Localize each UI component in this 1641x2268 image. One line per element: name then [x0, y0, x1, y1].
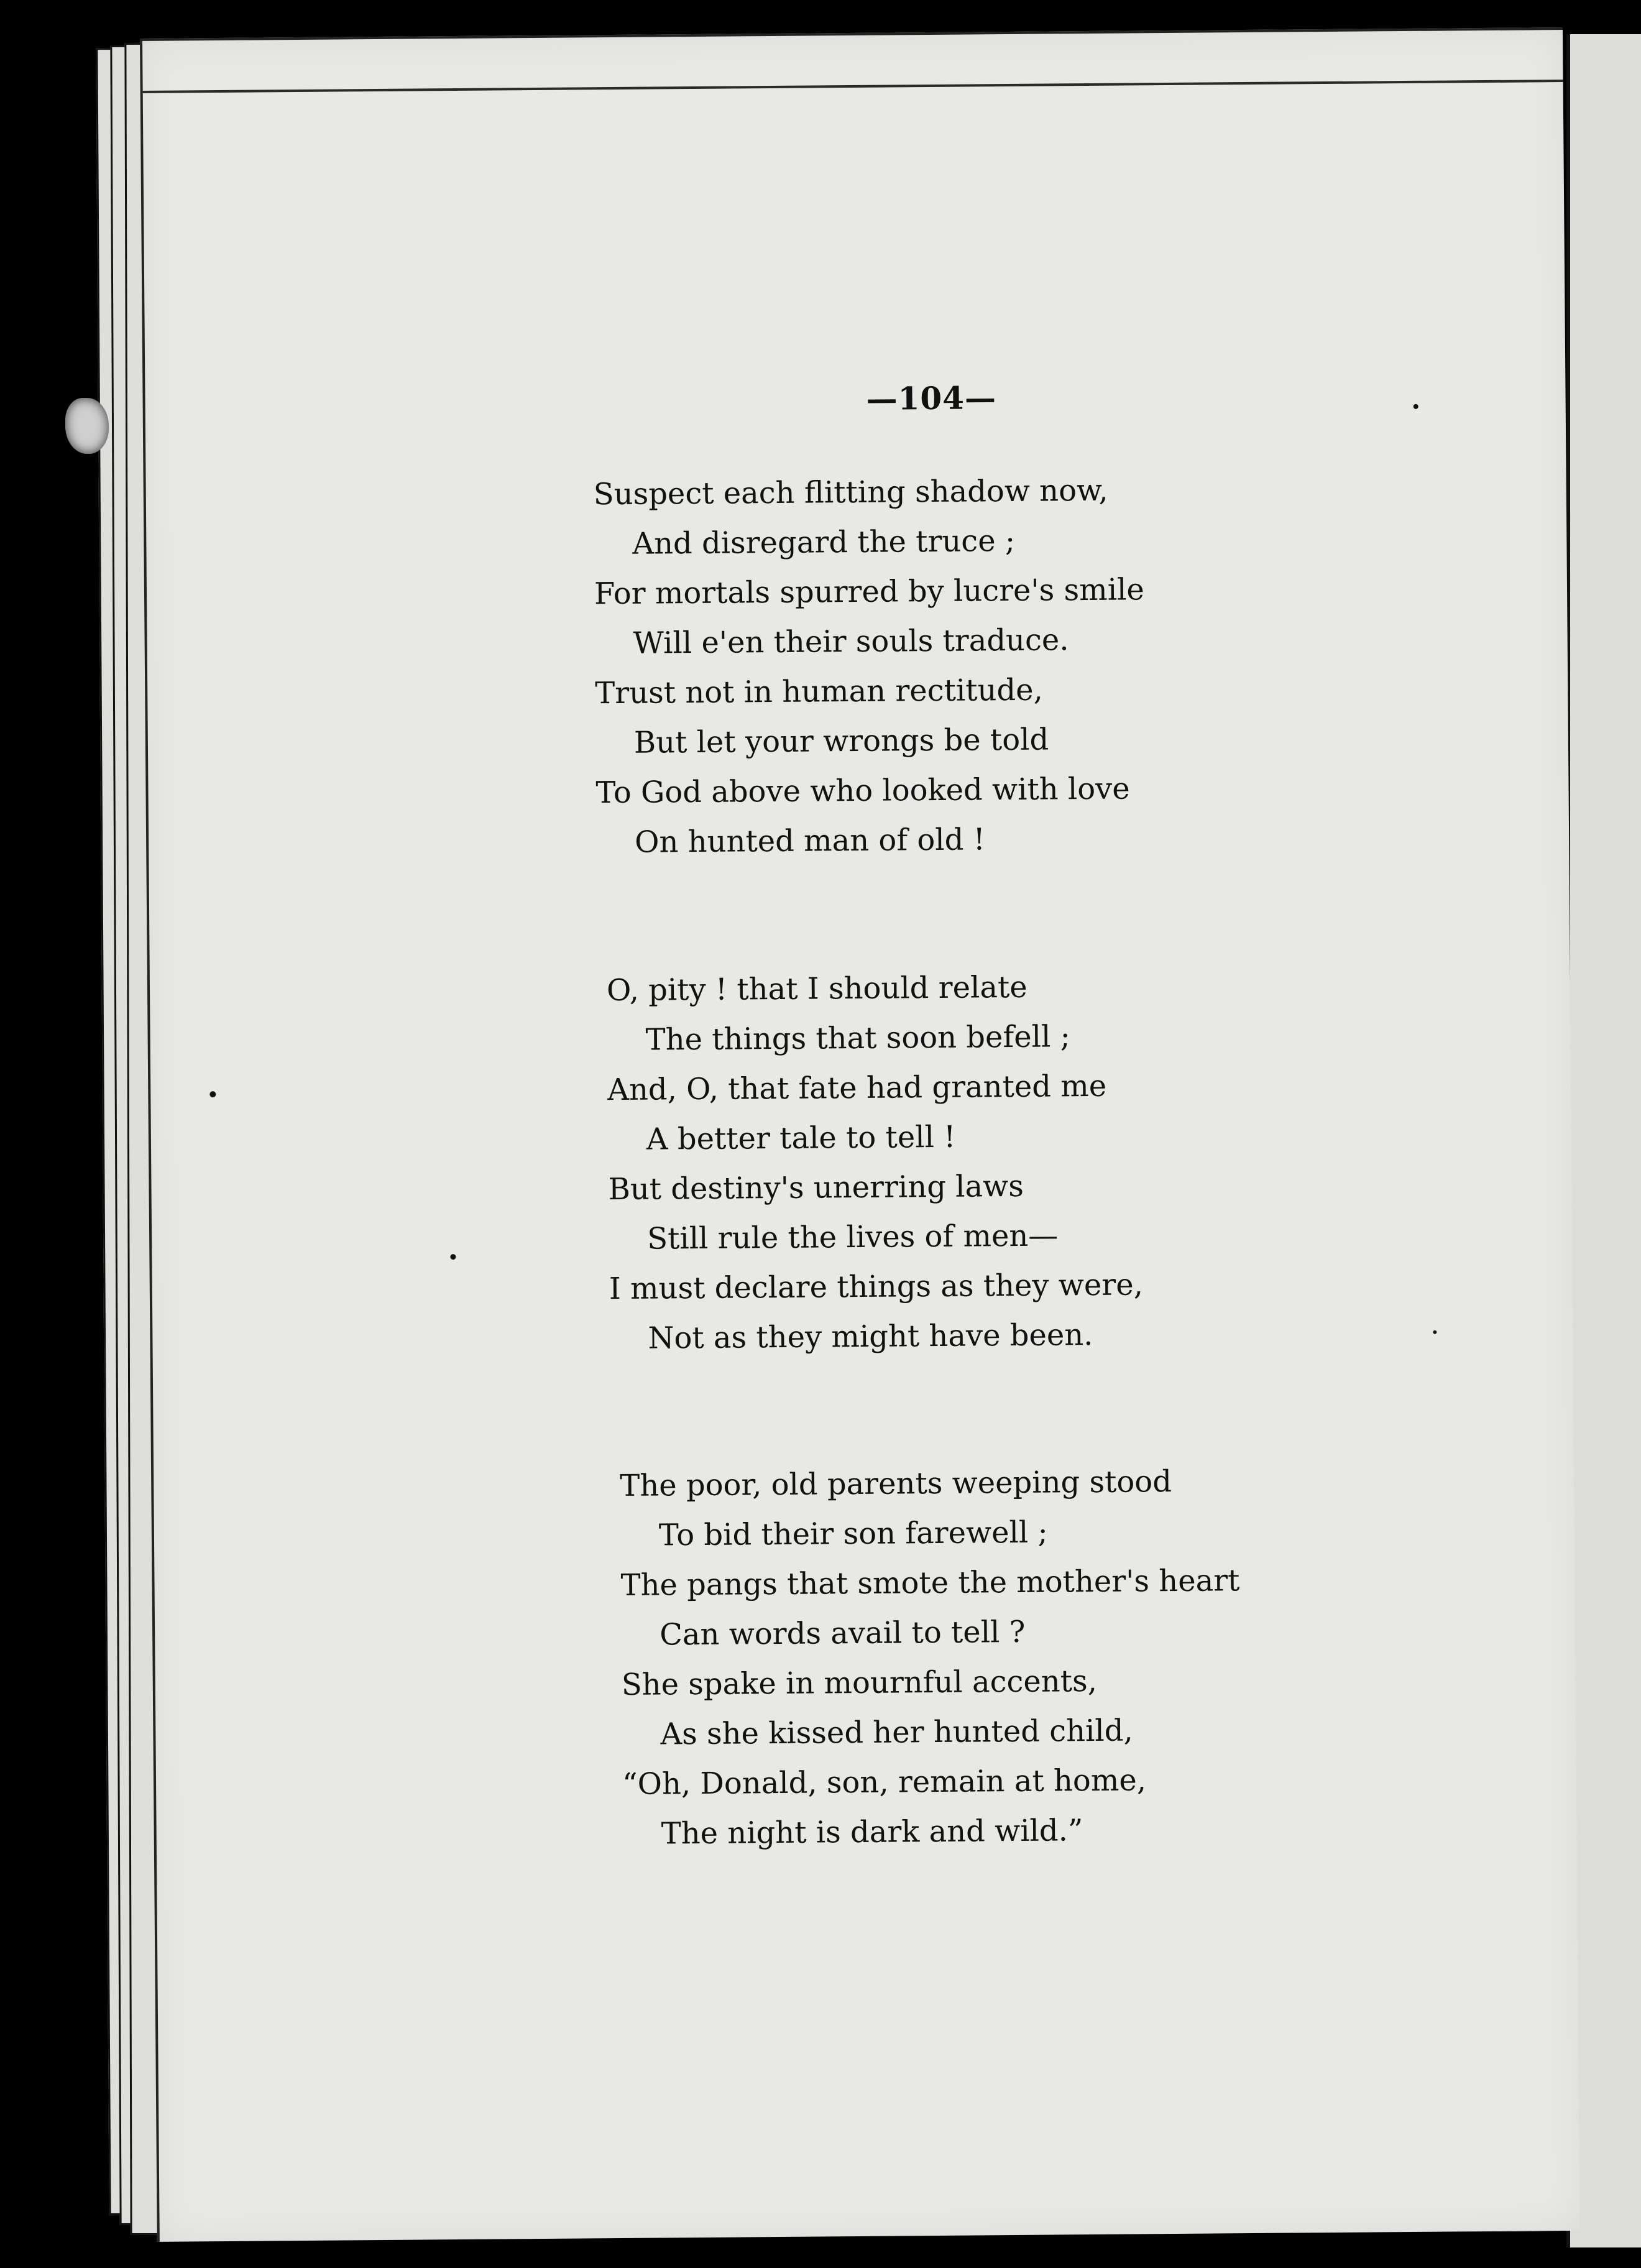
verse-line: Trust not in human rectitude, — [595, 672, 1044, 711]
verse-line: Will e'en their souls traduce. — [633, 622, 1069, 661]
verse-line: O, pity ! that I should relate — [606, 969, 1027, 1008]
verse-line: But let your wrongs be told — [633, 722, 1049, 760]
paper-smudge — [65, 398, 109, 454]
verse-line: For mortals spurred by lucre's smile — [594, 572, 1145, 612]
verse-line: But destiny's unerring laws — [608, 1168, 1024, 1207]
verse-line: As she kissed her hunted child, — [660, 1713, 1133, 1752]
page-number: —104— — [866, 379, 997, 417]
ink-speck — [450, 1254, 456, 1260]
book-page — [140, 27, 1580, 2242]
ink-speck — [1413, 404, 1418, 409]
verse-line: “Oh, Donald, son, remain at home, — [622, 1763, 1147, 1802]
verse-line: The things that soon befell ; — [645, 1019, 1070, 1058]
verse-line: And disregard the truce ; — [632, 523, 1016, 561]
verse-line: Still rule the lives of men— — [646, 1218, 1059, 1256]
top-rule — [143, 80, 1563, 93]
verse-line: Not as they might have been. — [648, 1317, 1093, 1356]
verse-line: Can words avail to tell ? — [659, 1614, 1026, 1653]
ink-speck — [1433, 1330, 1436, 1334]
verse-line: She spake in mournful accents, — [621, 1663, 1098, 1702]
verse-line: The pangs that smote the mother's heart — [620, 1563, 1240, 1603]
verse-line: To God above who looked with love — [595, 771, 1130, 811]
verse-line: A better tale to tell ! — [646, 1119, 956, 1157]
verse-line: And, O, that fate had granted me — [607, 1068, 1107, 1108]
ink-speck — [209, 1091, 216, 1097]
verse-line: Suspect each flitting shadow now, — [593, 472, 1108, 512]
verse-line: The poor, old parents weeping stood — [620, 1464, 1172, 1504]
verse-line: To bid their son farewell ; — [658, 1514, 1048, 1553]
verse-line: On hunted man of old ! — [634, 822, 986, 860]
stanza — [620, 1456, 1242, 1859]
stanza — [593, 465, 1146, 867]
verse-line: The night is dark and wild.” — [661, 1813, 1083, 1851]
verse-line: I must declare things as they were, — [609, 1267, 1144, 1307]
stanza — [607, 961, 1144, 1363]
facing-page-edge — [1566, 34, 1641, 2247]
